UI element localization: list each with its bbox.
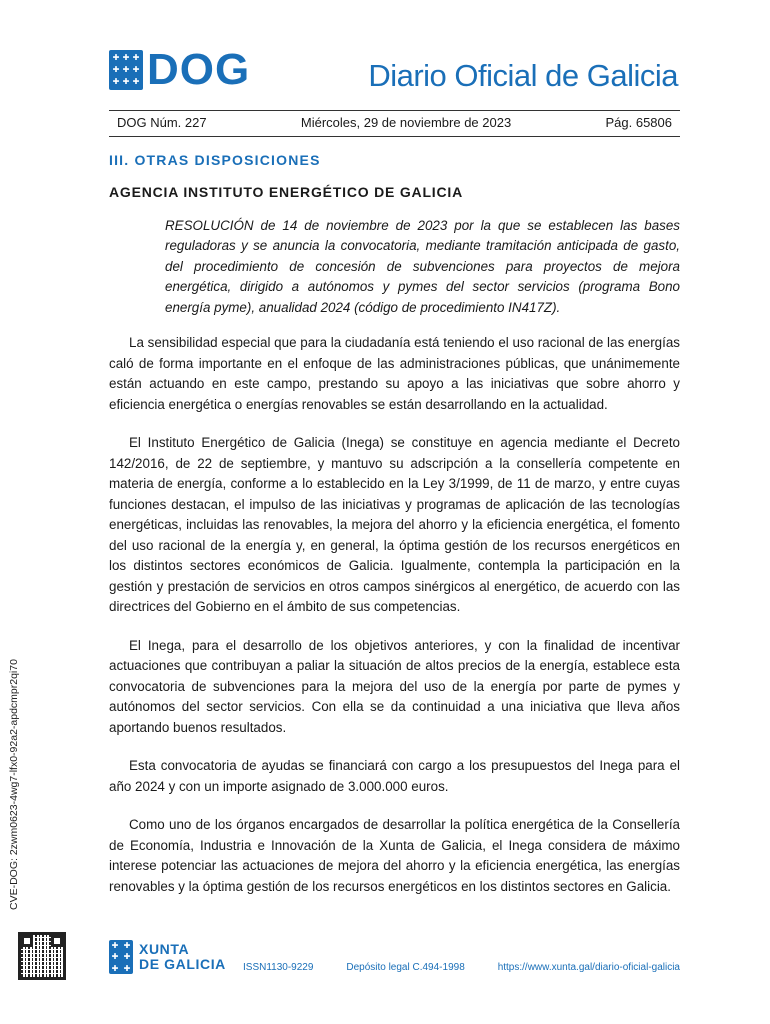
agency-heading: AGENCIA INSTITUTO ENERGÉTICO DE GALICIA [109, 184, 463, 200]
dog-logo-text: DOG [147, 45, 251, 94]
issue-date: Miércoles, 29 de noviembre de 2023 [300, 115, 512, 130]
header-divider-top [109, 110, 680, 111]
section-heading: III. OTRAS DISPOSICIONES [109, 152, 321, 168]
issn: ISSN1130-9229 [243, 962, 314, 973]
resolution-summary: RESOLUCIÓN de 14 de noviembre de 2023 por la que se establecen las bases reguladoras y se anuncia la convocatoria, mediante tramitación anticipada de gasto, del procedimiento de concesión de subvenciones para proyectos de mejora energética, dirigido a autónomos y pymes del sector servicios (programa Bono energía pyme), anualidad 2024 (código de procedimiento IN417Z). [165, 218, 680, 315]
xunta-emblem-icon: ✚ ✚ ✚ ✚ ✚ ✚ [109, 940, 133, 974]
cve-code: CVE-DOG: 2zwm0623-4wg7-lfx0-92a2-apdcmpr2qi70 [8, 659, 20, 910]
galicia-emblem-icon: ✚ ✚ ✚ ✚ ✚ ✚ ✚ ✚ ✚ [109, 50, 143, 90]
document-body [109, 333, 680, 915]
footer-link[interactable]: https://www.xunta.gal/diario-oficial-galicia [497, 962, 680, 973]
body-paragraph: Esta convocatoria de ayudas se financiará con cargo a los presupuestos del Inega para el año 2024 y con un importe asignado de 3.000.000 euros. [109, 758, 680, 794]
xunta-line2: DE GALICIA [139, 956, 226, 972]
legal-deposit: Depósito legal C.494-1998 [346, 962, 465, 973]
issue-number: DOG Núm. 227 [117, 115, 207, 130]
body-paragraph: El Inega, para el desarrollo de los objetivos anteriores, y con la finalidad de incentivar actuaciones que contribuyan a paliar la situación de altos precios de la energía, establece esta convocatoria de subvenciones para la mejora del uso de la energía por parte de pymes y autónomos del sector servicios. Con ella se da continuidad a una iniciativa que lleva años aportando buenos resultados. [109, 637, 680, 735]
qr-code-icon [18, 932, 66, 980]
xunta-line1: XUNTA [139, 941, 190, 957]
body-paragraph: Como uno de los órganos encargados de desarrollar la política energética de la Consellería de Economía, Industria e Innovación de la Xunta de Galicia, el Inega considera de máximo interese potenciar las actuaciones de mejora del ahorro y la eficiencia energética, las energías renovables y la óptima gestión de los recursos energéticos en los distintos sectores en Galicia. [109, 817, 680, 894]
publication-title: Diario Oficial de Galicia [368, 58, 678, 93]
issue-info-bar [109, 115, 680, 130]
page-number: Pág. 65806 [605, 115, 672, 130]
dog-logo [109, 45, 251, 94]
body-paragraph: El Instituto Energético de Galicia (Inega) se constituye en agencia mediante el Decreto 142/2016, de 22 de septiembre, y mantuvo su adscripción a la consellería competente en materia de energía, conforme a lo establecido en la Ley 3/1999, de 11 de marzo, y entre cuyas funciones destacan, el impulso de las iniciativas y programas de aplicación de las tecnologías energéticas, incluidas las renovables, la mejora del ahorro y la eficiencia energética, el fomento del uso racional de la energía y, en general, la óptima gestión de los recursos energéticos en los distintos sectores económicos de Galicia. Igualmente, contempla la participación en la gestión y prestación de servicios en otros campos sinérgicos al energético, de acuerdo con las directrices del Gobierno en el ámbito de sus competencias. [109, 435, 680, 614]
body-paragraph: La sensibilidad especial que para la ciudadanía está teniendo el uso racional de las energías caló de forma importante en el enfoque de las administraciones públicas, que unánimemente están actuando en este campo, prestando su apoyo a las iniciativas que sobre ahorro y eficiencia energética o energías renovables se están desarrollando en la actualidad. [109, 335, 680, 412]
footer-info [243, 962, 680, 973]
xunta-logo [109, 940, 226, 974]
xunta-logo-text [139, 942, 226, 972]
header-divider-bottom [109, 136, 680, 137]
